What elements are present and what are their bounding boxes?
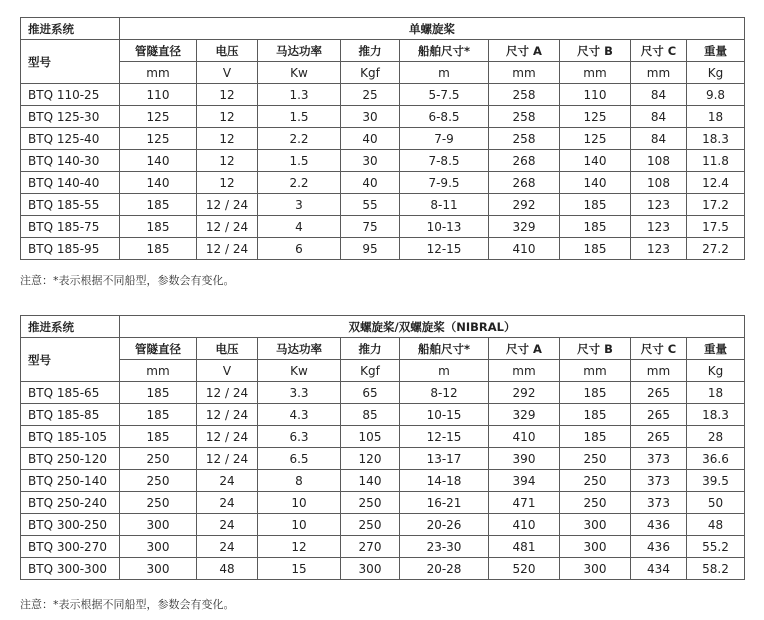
value-cell: 300 xyxy=(560,558,631,580)
column-header: 重量 xyxy=(687,338,745,360)
value-cell: 30 xyxy=(341,150,400,172)
units-row xyxy=(21,360,745,382)
model-header: 型号 xyxy=(21,40,120,84)
system-label: 推进系统 xyxy=(21,316,120,338)
unit-cell: mm xyxy=(560,62,631,84)
value-cell: 24 xyxy=(197,492,258,514)
model-cell: BTQ 250-140 xyxy=(21,470,120,492)
value-cell: 300 xyxy=(560,514,631,536)
model-cell: BTQ 185-55 xyxy=(21,194,120,216)
value-cell: 12 xyxy=(197,172,258,194)
model-cell: BTQ 110-25 xyxy=(21,84,120,106)
value-cell: 300 xyxy=(120,536,197,558)
value-cell: 270 xyxy=(341,536,400,558)
value-cell: 55 xyxy=(341,194,400,216)
value-cell: 28 xyxy=(687,426,745,448)
value-cell: 12 / 24 xyxy=(197,382,258,404)
table-title: 单螺旋桨 xyxy=(120,18,745,40)
value-cell: 10-15 xyxy=(400,404,489,426)
value-cell: 140 xyxy=(120,150,197,172)
value-cell: 6.3 xyxy=(258,426,341,448)
value-cell: 84 xyxy=(631,84,687,106)
value-cell: 95 xyxy=(341,238,400,260)
value-cell: 7-9 xyxy=(400,128,489,150)
value-cell: 50 xyxy=(687,492,745,514)
table-row xyxy=(21,536,745,558)
model-cell: BTQ 125-30 xyxy=(21,106,120,128)
value-cell: 292 xyxy=(489,382,560,404)
value-cell: 105 xyxy=(341,426,400,448)
value-cell: 18.3 xyxy=(687,404,745,426)
value-cell: 140 xyxy=(120,172,197,194)
table-title-row xyxy=(21,316,745,338)
table-row xyxy=(21,172,745,194)
unit-cell: mm xyxy=(120,62,197,84)
model-header: 型号 xyxy=(21,338,120,382)
value-cell: 250 xyxy=(341,514,400,536)
unit-cell: Kg xyxy=(687,62,745,84)
value-cell: 390 xyxy=(489,448,560,470)
value-cell: 125 xyxy=(120,128,197,150)
value-cell: 110 xyxy=(120,84,197,106)
model-cell: BTQ 185-95 xyxy=(21,238,120,260)
value-cell: 8 xyxy=(258,470,341,492)
column-header: 管隧直径 xyxy=(120,40,197,62)
model-cell: BTQ 125-40 xyxy=(21,128,120,150)
value-cell: 12 xyxy=(197,106,258,128)
value-cell: 250 xyxy=(341,492,400,514)
value-cell: 185 xyxy=(560,238,631,260)
value-cell: 27.2 xyxy=(687,238,745,260)
table-row xyxy=(21,404,745,426)
column-header: 船舶尺寸* xyxy=(400,338,489,360)
model-cell: BTQ 300-270 xyxy=(21,536,120,558)
value-cell: 12-15 xyxy=(400,238,489,260)
unit-cell: Kgf xyxy=(341,62,400,84)
value-cell: 12 xyxy=(197,128,258,150)
value-cell: 7-8.5 xyxy=(400,150,489,172)
value-cell: 40 xyxy=(341,172,400,194)
value-cell: 108 xyxy=(631,172,687,194)
value-cell: 185 xyxy=(560,194,631,216)
value-cell: 300 xyxy=(560,536,631,558)
value-cell: 24 xyxy=(197,514,258,536)
column-header: 管隧直径 xyxy=(120,338,197,360)
value-cell: 85 xyxy=(341,404,400,426)
value-cell: 373 xyxy=(631,448,687,470)
unit-cell: Kw xyxy=(258,360,341,382)
model-cell: BTQ 300-300 xyxy=(21,558,120,580)
value-cell: 185 xyxy=(120,382,197,404)
unit-cell: mm xyxy=(560,360,631,382)
value-cell: 125 xyxy=(120,106,197,128)
value-cell: 410 xyxy=(489,514,560,536)
value-cell: 125 xyxy=(560,106,631,128)
value-cell: 329 xyxy=(489,216,560,238)
table-row xyxy=(21,238,745,260)
value-cell: 265 xyxy=(631,404,687,426)
value-cell: 6-8.5 xyxy=(400,106,489,128)
value-cell: 12.4 xyxy=(687,172,745,194)
column-header: 尺寸 C xyxy=(631,338,687,360)
model-cell: BTQ 185-75 xyxy=(21,216,120,238)
unit-cell: mm xyxy=(489,62,560,84)
column-header: 尺寸 B xyxy=(560,40,631,62)
value-cell: 5-7.5 xyxy=(400,84,489,106)
value-cell: 140 xyxy=(341,470,400,492)
value-cell: 15 xyxy=(258,558,341,580)
value-cell: 12 / 24 xyxy=(197,238,258,260)
unit-cell: m xyxy=(400,62,489,84)
value-cell: 14-18 xyxy=(400,470,489,492)
value-cell: 12 xyxy=(258,536,341,558)
value-cell: 434 xyxy=(631,558,687,580)
value-cell: 110 xyxy=(560,84,631,106)
value-cell: 140 xyxy=(560,172,631,194)
value-cell: 268 xyxy=(489,150,560,172)
table-row xyxy=(21,106,745,128)
column-header: 马达功率 xyxy=(258,338,341,360)
model-cell: BTQ 140-30 xyxy=(21,150,120,172)
column-header: 尺寸 C xyxy=(631,40,687,62)
single-propeller-spec-table xyxy=(20,17,745,260)
system-label: 推进系统 xyxy=(21,18,120,40)
value-cell: 20-26 xyxy=(400,514,489,536)
value-cell: 12 / 24 xyxy=(197,216,258,238)
column-header: 推力 xyxy=(341,40,400,62)
unit-cell: V xyxy=(197,360,258,382)
value-cell: 265 xyxy=(631,426,687,448)
value-cell: 520 xyxy=(489,558,560,580)
value-cell: 40 xyxy=(341,128,400,150)
value-cell: 185 xyxy=(560,404,631,426)
value-cell: 185 xyxy=(120,238,197,260)
value-cell: 250 xyxy=(120,448,197,470)
value-cell: 123 xyxy=(631,194,687,216)
value-cell: 1.3 xyxy=(258,84,341,106)
value-cell: 8-11 xyxy=(400,194,489,216)
value-cell: 18 xyxy=(687,106,745,128)
value-cell: 250 xyxy=(560,470,631,492)
value-cell: 48 xyxy=(197,558,258,580)
value-cell: 258 xyxy=(489,128,560,150)
unit-cell: mm xyxy=(120,360,197,382)
table-row xyxy=(21,514,745,536)
value-cell: 410 xyxy=(489,426,560,448)
table-row xyxy=(21,470,745,492)
value-cell: 481 xyxy=(489,536,560,558)
value-cell: 258 xyxy=(489,84,560,106)
value-cell: 3.3 xyxy=(258,382,341,404)
value-cell: 1.5 xyxy=(258,106,341,128)
value-cell: 12 xyxy=(197,150,258,172)
table-row xyxy=(21,382,745,404)
column-header: 尺寸 A xyxy=(489,40,560,62)
table-row xyxy=(21,128,745,150)
value-cell: 10 xyxy=(258,514,341,536)
value-cell: 12 / 24 xyxy=(197,404,258,426)
value-cell: 18.3 xyxy=(687,128,745,150)
value-cell: 4.3 xyxy=(258,404,341,426)
value-cell: 3 xyxy=(258,194,341,216)
column-header: 马达功率 xyxy=(258,40,341,62)
value-cell: 12-15 xyxy=(400,426,489,448)
value-cell: 75 xyxy=(341,216,400,238)
unit-cell: mm xyxy=(631,62,687,84)
value-cell: 125 xyxy=(560,128,631,150)
value-cell: 24 xyxy=(197,536,258,558)
value-cell: 300 xyxy=(120,558,197,580)
value-cell: 373 xyxy=(631,470,687,492)
table-row xyxy=(21,448,745,470)
unit-cell: mm xyxy=(489,360,560,382)
value-cell: 2.2 xyxy=(258,172,341,194)
value-cell: 185 xyxy=(120,426,197,448)
footnote: 注意：*表示根据不同船型，参数会有变化。 xyxy=(20,598,235,611)
value-cell: 7-9.5 xyxy=(400,172,489,194)
value-cell: 471 xyxy=(489,492,560,514)
table-row xyxy=(21,492,745,514)
value-cell: 120 xyxy=(341,448,400,470)
value-cell: 185 xyxy=(560,426,631,448)
value-cell: 185 xyxy=(120,404,197,426)
model-cell: BTQ 250-240 xyxy=(21,492,120,514)
value-cell: 185 xyxy=(560,216,631,238)
model-cell: BTQ 185-85 xyxy=(21,404,120,426)
value-cell: 84 xyxy=(631,128,687,150)
value-cell: 6.5 xyxy=(258,448,341,470)
unit-cell: Kgf xyxy=(341,360,400,382)
value-cell: 12 / 24 xyxy=(197,426,258,448)
value-cell: 250 xyxy=(560,448,631,470)
value-cell: 436 xyxy=(631,514,687,536)
table-row xyxy=(21,84,745,106)
column-header: 推力 xyxy=(341,338,400,360)
model-cell: BTQ 140-40 xyxy=(21,172,120,194)
value-cell: 12 / 24 xyxy=(197,194,258,216)
value-cell: 25 xyxy=(341,84,400,106)
model-cell: BTQ 300-250 xyxy=(21,514,120,536)
value-cell: 300 xyxy=(120,514,197,536)
value-cell: 24 xyxy=(197,470,258,492)
value-cell: 250 xyxy=(560,492,631,514)
value-cell: 329 xyxy=(489,404,560,426)
value-cell: 373 xyxy=(631,492,687,514)
value-cell: 6 xyxy=(258,238,341,260)
value-cell: 1.5 xyxy=(258,150,341,172)
value-cell: 39.5 xyxy=(687,470,745,492)
column-header-row xyxy=(21,40,745,62)
model-cell: BTQ 185-65 xyxy=(21,382,120,404)
value-cell: 436 xyxy=(631,536,687,558)
value-cell: 17.5 xyxy=(687,216,745,238)
table-title: 双螺旋桨/双螺旋桨（NIBRAL） xyxy=(120,316,745,338)
value-cell: 258 xyxy=(489,106,560,128)
value-cell: 292 xyxy=(489,194,560,216)
value-cell: 268 xyxy=(489,172,560,194)
value-cell: 30 xyxy=(341,106,400,128)
table-row xyxy=(21,558,745,580)
value-cell: 55.2 xyxy=(687,536,745,558)
column-header: 尺寸 B xyxy=(560,338,631,360)
value-cell: 185 xyxy=(120,194,197,216)
value-cell: 48 xyxy=(687,514,745,536)
value-cell: 8-12 xyxy=(400,382,489,404)
table-row xyxy=(21,150,745,172)
model-cell: BTQ 185-105 xyxy=(21,426,120,448)
value-cell: 250 xyxy=(120,470,197,492)
value-cell: 23-30 xyxy=(400,536,489,558)
column-header: 船舶尺寸* xyxy=(400,40,489,62)
value-cell: 10-13 xyxy=(400,216,489,238)
unit-cell: mm xyxy=(631,360,687,382)
column-header: 电压 xyxy=(197,338,258,360)
value-cell: 4 xyxy=(258,216,341,238)
value-cell: 36.6 xyxy=(687,448,745,470)
value-cell: 185 xyxy=(120,216,197,238)
column-header: 尺寸 A xyxy=(489,338,560,360)
value-cell: 17.2 xyxy=(687,194,745,216)
value-cell: 300 xyxy=(341,558,400,580)
value-cell: 265 xyxy=(631,382,687,404)
value-cell: 123 xyxy=(631,216,687,238)
unit-cell: Kg xyxy=(687,360,745,382)
value-cell: 13-17 xyxy=(400,448,489,470)
value-cell: 84 xyxy=(631,106,687,128)
table-row xyxy=(21,426,745,448)
value-cell: 2.2 xyxy=(258,128,341,150)
table-row xyxy=(21,194,745,216)
unit-cell: V xyxy=(197,62,258,84)
value-cell: 185 xyxy=(560,382,631,404)
value-cell: 123 xyxy=(631,238,687,260)
value-cell: 9.8 xyxy=(687,84,745,106)
units-row xyxy=(21,62,745,84)
value-cell: 12 / 24 xyxy=(197,448,258,470)
column-header: 重量 xyxy=(687,40,745,62)
value-cell: 140 xyxy=(560,150,631,172)
value-cell: 58.2 xyxy=(687,558,745,580)
value-cell: 12 xyxy=(197,84,258,106)
table-row xyxy=(21,216,745,238)
value-cell: 65 xyxy=(341,382,400,404)
model-cell: BTQ 250-120 xyxy=(21,448,120,470)
column-header: 电压 xyxy=(197,40,258,62)
footnote: 注意：*表示根据不同船型，参数会有变化。 xyxy=(20,274,235,287)
value-cell: 394 xyxy=(489,470,560,492)
column-header-row xyxy=(21,338,745,360)
value-cell: 10 xyxy=(258,492,341,514)
value-cell: 410 xyxy=(489,238,560,260)
value-cell: 11.8 xyxy=(687,150,745,172)
value-cell: 18 xyxy=(687,382,745,404)
value-cell: 250 xyxy=(120,492,197,514)
unit-cell: m xyxy=(400,360,489,382)
dual-propeller-spec-table xyxy=(20,315,745,580)
value-cell: 20-28 xyxy=(400,558,489,580)
value-cell: 16-21 xyxy=(400,492,489,514)
value-cell: 108 xyxy=(631,150,687,172)
table-title-row xyxy=(21,18,745,40)
unit-cell: Kw xyxy=(258,62,341,84)
